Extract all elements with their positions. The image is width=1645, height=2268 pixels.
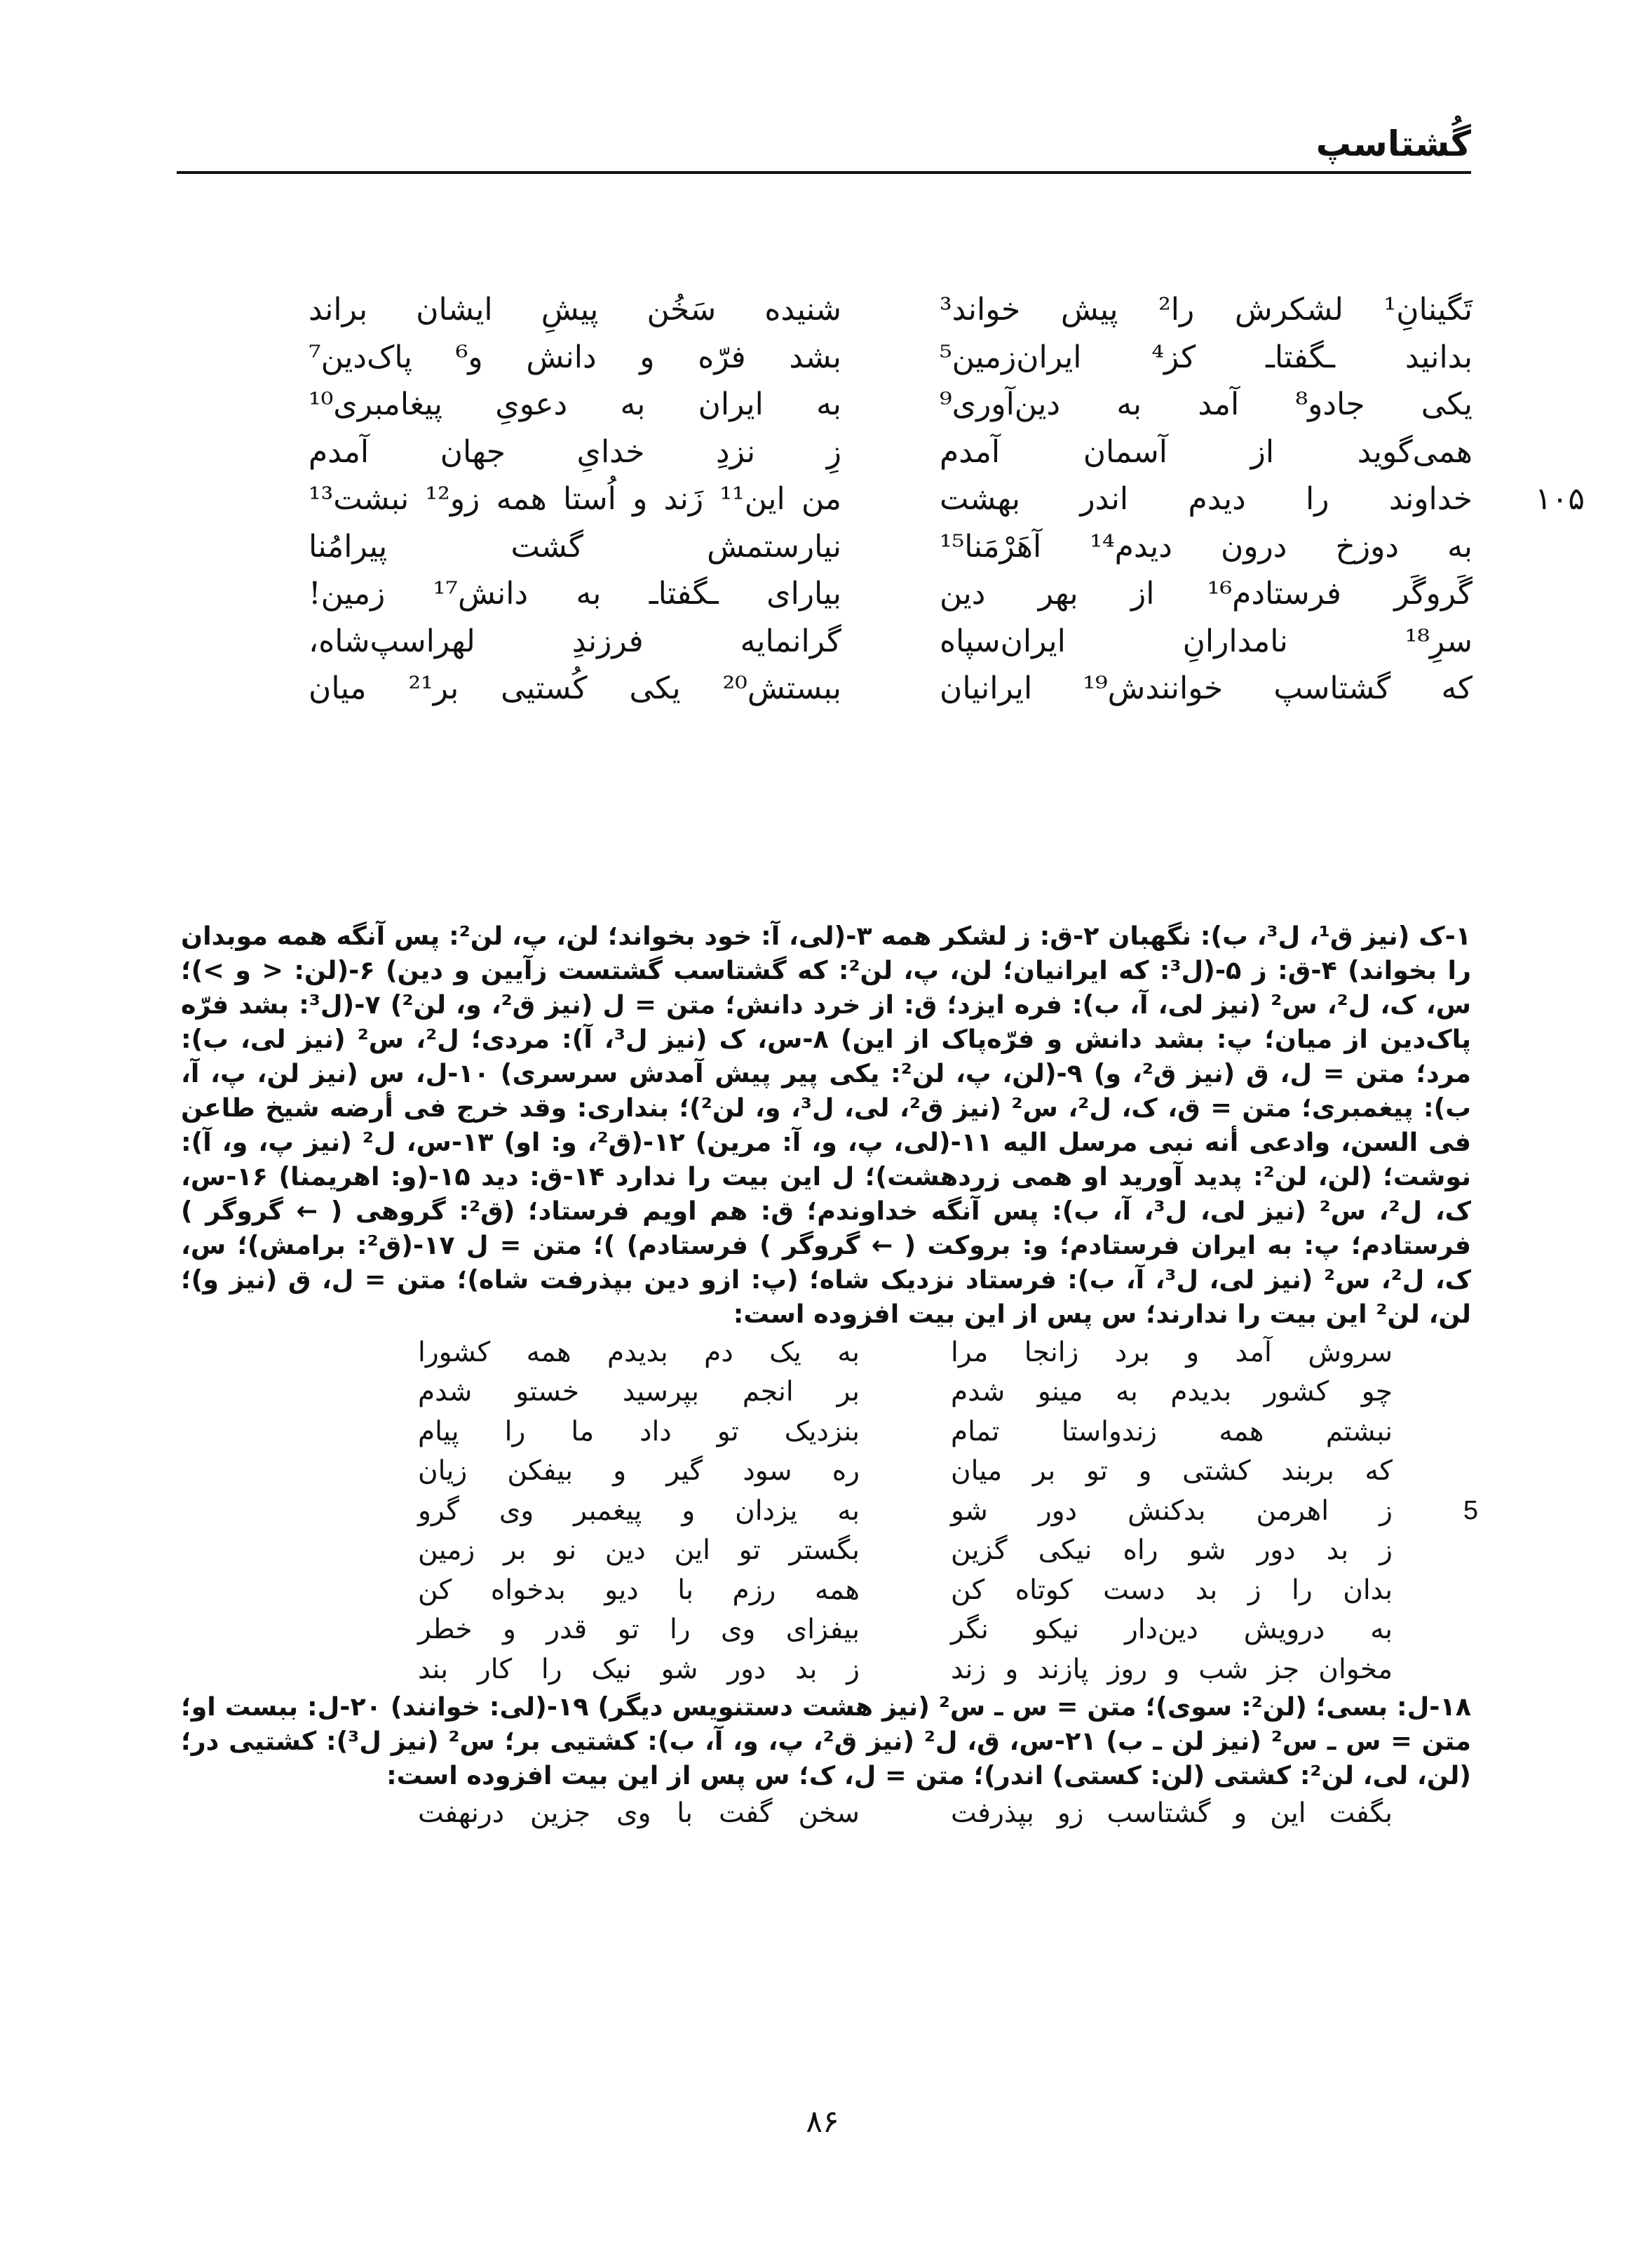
hemistich-second: ره سود گیر و بیفکن زیان [418, 1455, 860, 1487]
hemistich-first: خداوند را دیدم اندر بهشت [940, 481, 1473, 518]
hemistich-first: ز اهرمن بدکنش دور شو [951, 1494, 1393, 1527]
critical-apparatus [181, 919, 1478, 1833]
hemistich-second: همه رزم با دیو بدخواه کن [418, 1574, 860, 1606]
hemistich-first: که بربند کشتی و تو بر میان [951, 1455, 1393, 1487]
hemistich-second: ز بد دور شو نیک را کار بند [418, 1653, 860, 1685]
hemistich-first: سروش آمد و برد زانجا مرا [951, 1336, 1393, 1368]
hemistich-first: ز بد دور شو راه نیکی گزین [951, 1534, 1393, 1567]
verse-number: ۱۰۵ [1535, 481, 1585, 518]
hemistich-second: بشد فرّه و دانش و⁶ پاک‌دین⁷ [309, 339, 842, 375]
hemistich-first: چو کشور بدیدم به مینو شدم [951, 1376, 1393, 1408]
hemistich-second: من این¹¹ زَند و اُستا همه زو¹² نبشت¹³ [309, 481, 842, 518]
poem-bayt [280, 334, 1473, 382]
hemistich-first: یکی جادو⁸ آمد به دین‌آوری⁹ [940, 386, 1473, 423]
added-bayt [181, 1372, 1471, 1412]
hemistich-first: نبشتم همه زندواستا تمام [951, 1415, 1393, 1447]
hemistich-second: ببستش²⁰ یکی کُستیی بر²¹ میان [309, 670, 841, 707]
hemistich-second: بگستر تو این دین نو بر زمین [418, 1534, 860, 1567]
hemistich-second: نیارستمش گشت پیرامُنا [309, 528, 841, 565]
hemistich-second: گرانمایه فرزندِ لهراسپ‌شاه، [309, 623, 841, 659]
main-poem [280, 286, 1585, 713]
poem-bayt [280, 286, 1473, 334]
header-rule [177, 171, 1471, 174]
hemistich-first: بگفت این و گشتاسب زو بپذرفت [951, 1797, 1393, 1830]
added-bayt [181, 1491, 1478, 1531]
poem-bayt [280, 475, 1585, 523]
poem-bayt [280, 523, 1473, 571]
poem-bayt [280, 618, 1473, 666]
added-bayt [181, 1649, 1471, 1689]
verse-number: 5 [1463, 1495, 1478, 1525]
footnotes-block-2: ۱۸-ل: بسی؛ (لن²: سوی)؛ متن = س ـ س² (نیز هشت دستنویس دیگر) ۱۹-(لی: خوانند) ۲۰-ل: ببست او؛ متن = س ـ س² (نیز لن ـ ب) ۲۱-س، ق، ل² (نیز ق²، پ، و، آ، ب): کشتیی بر؛ س² (نیز ل³): کشتیی در؛ (لن، لی، لن²: کشتی (لن: کستی) اندر)؛ متن = ل، ک؛ س پس از این بیت افزوده است: [181, 1691, 1472, 1790]
added-bayt [181, 1452, 1471, 1492]
hemistich-second: به ایران به دعویِ پیغامبری¹⁰ [309, 386, 841, 423]
footnotes-block-1: ۱-ک (نیز ق¹، ل³، ب): نگهبان ۲-ق: ز لشکر همه ۳-(لی، آ: خود بخواند؛ لن، پ، لن²: پس آنگه همه موبدان را بخواند) ۴-ق: ز ۵-(ل³: که ایرانیان؛ لن، پ، لن²: که گشتاسب گشتست زآیین و دین) ۶-(لن: < و >)؛ س، ک، ل²، س² (نیز لی، آ، ب): فره ایزد؛ ق: از خرد دانش؛ متن = ل (نیز ق²، و، لن²) ۷-(ل³: بشد فرّه پاک‌دین از میان؛ پ: بشد دانش و فرّه‌پاک از این) ۸-س، ک (نیز ل³، آ): مردی؛ ل²، س² (نیز لی، ب): مرد؛ متن = ل، ق (نیز ق²، و) ۹-(لن، پ، لن²: یکی پیر پیش آمدش سرسری) ۱۰-ل، س (نیز لن، پ، آ، ب): پیغمبری؛ متن = ق، ک، ل²، س² (نیز ق²، لی، ل³، و، لن²)؛ بنداری: وقد خرج فی أرضه شیخ طاعن فی السن، وادعی أنه نبی مرسل الیه ۱۱-(لی، پ، و، آ: مرین) ۱۲-(ق²، و: او) ۱۳-س، ل² (نیز پ، و، آ): نوشت؛ (لن، لن²: پدید آورید او همی زردهشت)؛ ل این بیت را ندارد ۱۴-ق: دید ۱۵-(و: اهریمنا) ۱۶-س، ک، ل²، س² (نیز لی، ل³، آ، ب): پس آنگه خداوندم؛ ق: هم اویم فرستاد؛ (ق²: گروهی ( ← گروگر ) فرستادم؛ پ: به ایران فرستادم؛ و: بروکت ( ← گروگر ) فرستادم) )؛ متن = ل ۱۷-(ق²: برامش)؛ س، ک، ل²، س² (نیز لی، ل³، آ، ب): فرستاد نزدیک شاه؛ (پ: ازو دین بپذرفت شاه)؛ متن = ل، ق (نیز و)؛ لن، لن² این بیت را ندارند؛ س پس از این بیت افزوده است: [181, 921, 1472, 1329]
hemistich-first: سرِ¹⁸ نامدارانِ ایران‌سپاه [940, 623, 1473, 659]
added-bayt [181, 1412, 1471, 1452]
added-bayt [181, 1531, 1471, 1571]
added-bayt [181, 1794, 1471, 1834]
running-head-title: گُشتاسپ [1315, 123, 1471, 164]
page-number: ۸۶ [806, 2104, 839, 2140]
hemistich-first: بدان را ز بد دست کوتاه کن [951, 1574, 1393, 1606]
poem-bayt [280, 428, 1473, 476]
added-bayt [181, 1570, 1471, 1610]
hemistich-second: زِ نزدِ خدایِ جهان آمدم [309, 433, 841, 470]
poem-bayt [280, 570, 1473, 618]
added-bayt [181, 1610, 1471, 1650]
added-verses-1 [181, 1332, 1478, 1689]
poem-bayt [280, 665, 1473, 713]
hemistich-second: بیارای ـگفتاـ به دانش¹⁷ زمین! [309, 576, 841, 612]
hemistich-first: بدانید ـگفتاـ کز⁴ ایران‌زمین⁵ [940, 339, 1473, 375]
hemistich-second: بر انجم بپرسید خستو شدم [418, 1376, 860, 1408]
poem-bayt [280, 381, 1473, 428]
hemistich-second: شنیده سَخُن پیشِ ایشان براند [309, 292, 841, 328]
hemistich-first: گَروگَر فرستادم¹⁶ از بهر دین [940, 576, 1473, 612]
added-bayt [181, 1332, 1471, 1372]
hemistich-second: به یک دم بدیدم همه کشورا [418, 1336, 860, 1368]
hemistich-second: بنزدیک تو داد ما را پیام [418, 1415, 860, 1447]
hemistich-second: به یزدان و پیغمبر وی گرو [418, 1494, 860, 1527]
hemistich-first: تَگینانِ¹ لشکرش را² پیش خواند³ [940, 292, 1473, 328]
hemistich-first: همی‌گوید از آسمان آمدم [940, 433, 1473, 470]
hemistich-first: که گشتاسپ خوانندش¹⁹ ایرانیان [940, 670, 1473, 707]
hemistich-second: بیفزای وی را تو قدر و خطر [418, 1614, 860, 1646]
hemistich-first: به درویش دین‌دار نیکو نگر [951, 1614, 1393, 1646]
hemistich-second: سخن گفت با وی جزین درنهفت [418, 1797, 860, 1830]
added-verses-2 [181, 1794, 1471, 1834]
hemistich-first: به دوزخ درون دیدم¹⁴ آهَرْمَنا¹⁵ [940, 528, 1473, 565]
hemistich-first: مخوان جز شب و روز پازند و زند [951, 1653, 1393, 1685]
